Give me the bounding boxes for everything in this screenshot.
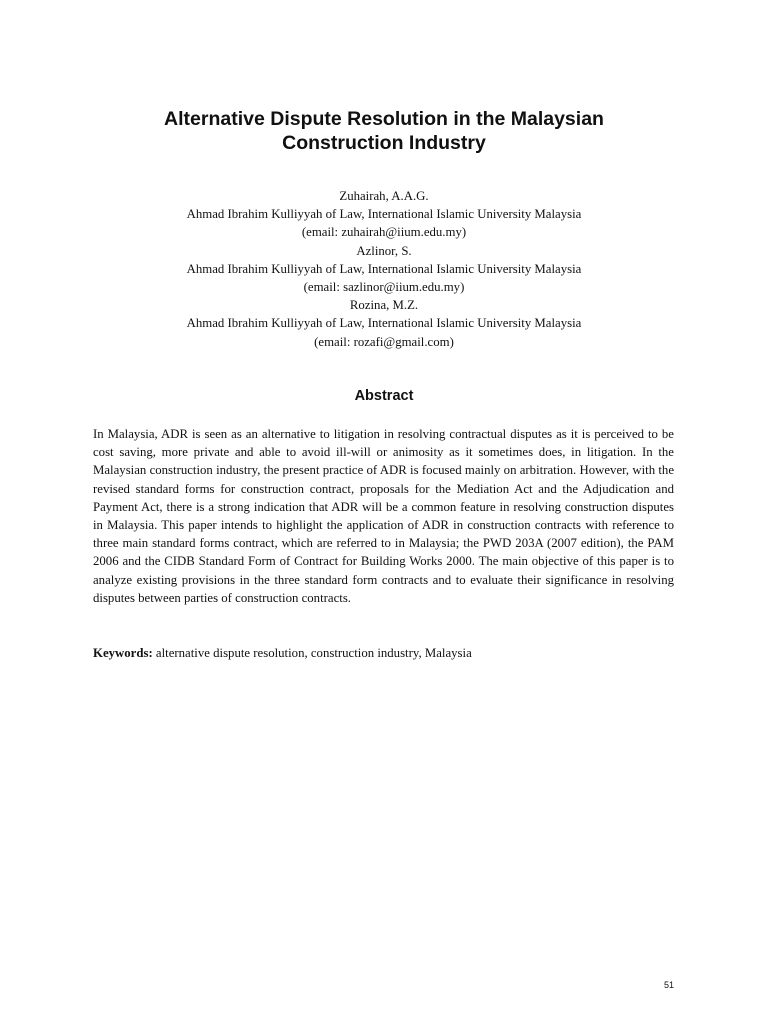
author-name: Rozina, M.Z.: [349, 298, 419, 313]
paper-title-line-1: Alternative Dispute Resolution in the Malaysian: [164, 108, 604, 130]
author-name: Azlinor, S.: [356, 243, 412, 258]
author-affiliation: Ahmad Ibrahim Kulliyyah of Law, International Islamic University Malaysia: [186, 261, 582, 276]
keywords-text: alternative dispute resolution, construction industry, Malaysia: [155, 646, 472, 660]
paper-title-line-2: Construction Industry: [282, 132, 486, 154]
paper-title: [84, 107, 684, 155]
author-email: (email: sazlinor@iium.edu.my): [303, 280, 465, 295]
author-email: (email: zuhairah@iium.edu.my): [301, 225, 467, 240]
author-block: [84, 187, 684, 351]
keywords-label: Keywords:: [93, 646, 153, 660]
author-affiliation: Ahmad Ibrahim Kulliyyah of Law, International Islamic University Malaysia: [186, 316, 582, 331]
author-email: (email: rozafi@gmail.com): [314, 334, 454, 349]
author-affiliation: Ahmad Ibrahim Kulliyyah of Law, International Islamic University Malaysia: [186, 207, 582, 222]
page-number: 51: [663, 980, 674, 990]
abstract-heading: Abstract: [354, 388, 414, 404]
keywords-line: [93, 644, 674, 662]
abstract-body: In Malaysia, ADR is seen as an alternative to litigation in resolving contractual disputes as it is perceived to be cost saving, more private and able to avoid ill-will or animosity as it sometimes does, in litigation. In the Malaysian construction industry, the present practice of ADR is focused mainly on arbitration. However, with the revised standard forms for construction contract, proposals for the Mediation Act and the Adjudication and Payment Act, there is a strong indication that ADR will be a common feature in resolving construction disputes in Malaysia. This paper intends to highlight the application of ADR in construction contracts with reference to three main standard forms contract, which are referred to in Malaysia; the PWD 203A (2007 edition), the PAM 2006 and the CIDB Standard Form of Contract for Building Works 2000. The main objective of this paper is to analyze existing provisions in the three standard form contracts and to evaluate their significance in resolving disputes between parties of construction contracts.: [93, 427, 674, 605]
author-name: Zuhairah, A.A.G.: [339, 189, 429, 203]
